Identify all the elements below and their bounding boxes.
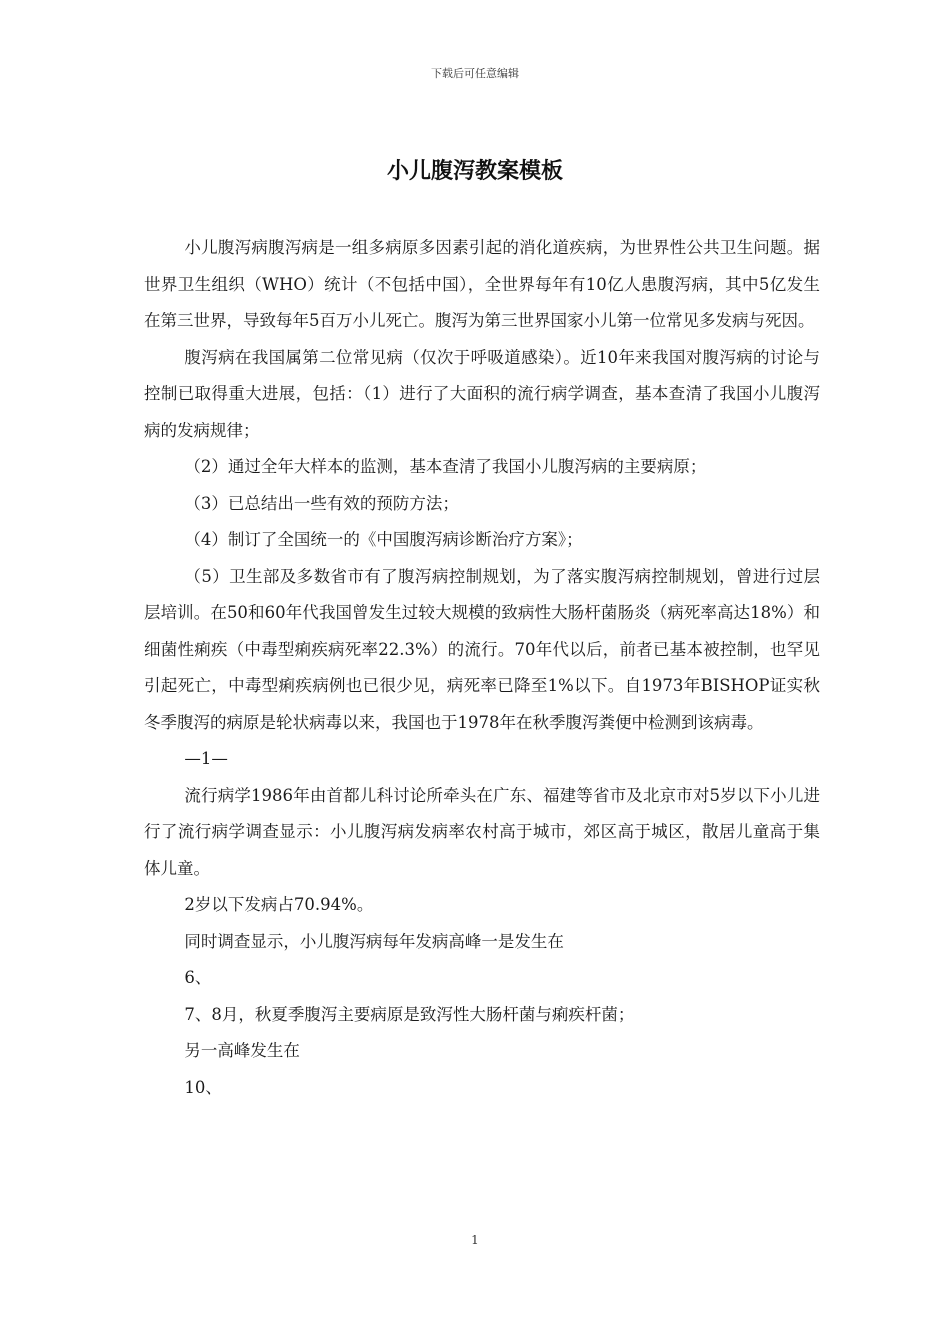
paragraph-10: 6、	[184, 968, 212, 987]
paragraph-8: 2岁以下发病占70.94%。	[184, 895, 374, 914]
paragraph-1: 小儿腹泻病腹泻病是一组多病原多因素引起的消化道疾病，为世界性公共卫生问题。据世界卫生组织（WHO）统计（不包括中国），全世界每年有10亿人患腹泻病，其中5亿发生在第三世界，导致每年5百万小儿死亡。腹泻为第三世界国家小儿第一位常见多发病与死因。	[144, 238, 820, 330]
paragraph-13: 10、	[184, 1077, 222, 1097]
paragraph-12: 另一高峰发生在	[184, 1041, 300, 1060]
inline-page-marker: —1—	[184, 749, 228, 768]
paragraph-2: 腹泻病在我国属第二位常见病（仅次于呼吸道感染）。近10年来我国对腹泻病的讨论与控制已取得重大进展，包括：（1）进行了大面积的流行病学调查，基本查清了我国小儿腹泻病的发病规律；	[144, 347, 820, 440]
document-body	[144, 230, 820, 1106]
document-title: 小儿腹泻教案模板	[386, 158, 563, 184]
paragraph-4: （3）已总结出一些有效的预防方法；	[184, 493, 459, 513]
paragraph-6: （5）卫生部及多数省市有了腹泻病控制规划，为了落实腹泻病控制规划，曾进行过层层培训。在50和60年代我国曾发生过较大规模的致病性大肠杆菌肠炎（病死率高达18%）和细菌性痢疾（中毒型痢疾病死率22.3%）的流行。70年代以后，前者已基本被控制，也罕见引起死亡，中毒型痢疾病例也已很少见，病死率已降至1%以下。自1973年BISHOP证实秋冬季腹泻的病原是轮状病毒以来，我国也于1978年在秋季腹泻粪便中检测到该病毒。	[144, 566, 820, 732]
paragraph-11: 7、8月，秋夏季腹泻主要病原是致泻性大肠杆菌与痢疾杆菌；	[184, 1004, 635, 1024]
paragraph-5: （4）制订了全国统一的《中国腹泻病诊断治疗方案》；	[184, 530, 583, 549]
page-header: 下载后可任意编辑	[431, 67, 519, 80]
paragraph-7: 流行病学1986年由首都儿科讨论所牵头在广东、福建等省市及北京市对5岁以下小儿进行了流行病学调查显示：小儿腹泻病发病率农村高于城市，郊区高于城区，散居儿童高于集体儿童。	[144, 785, 820, 878]
paragraph-3: （2）通过全年大样本的监测，基本查清了我国小儿腹泻病的主要病原；	[184, 457, 707, 476]
page-number: 1	[471, 1233, 479, 1247]
paragraph-9: 同时调查显示，小儿腹泻病每年发病高峰一是发生在	[184, 931, 564, 951]
